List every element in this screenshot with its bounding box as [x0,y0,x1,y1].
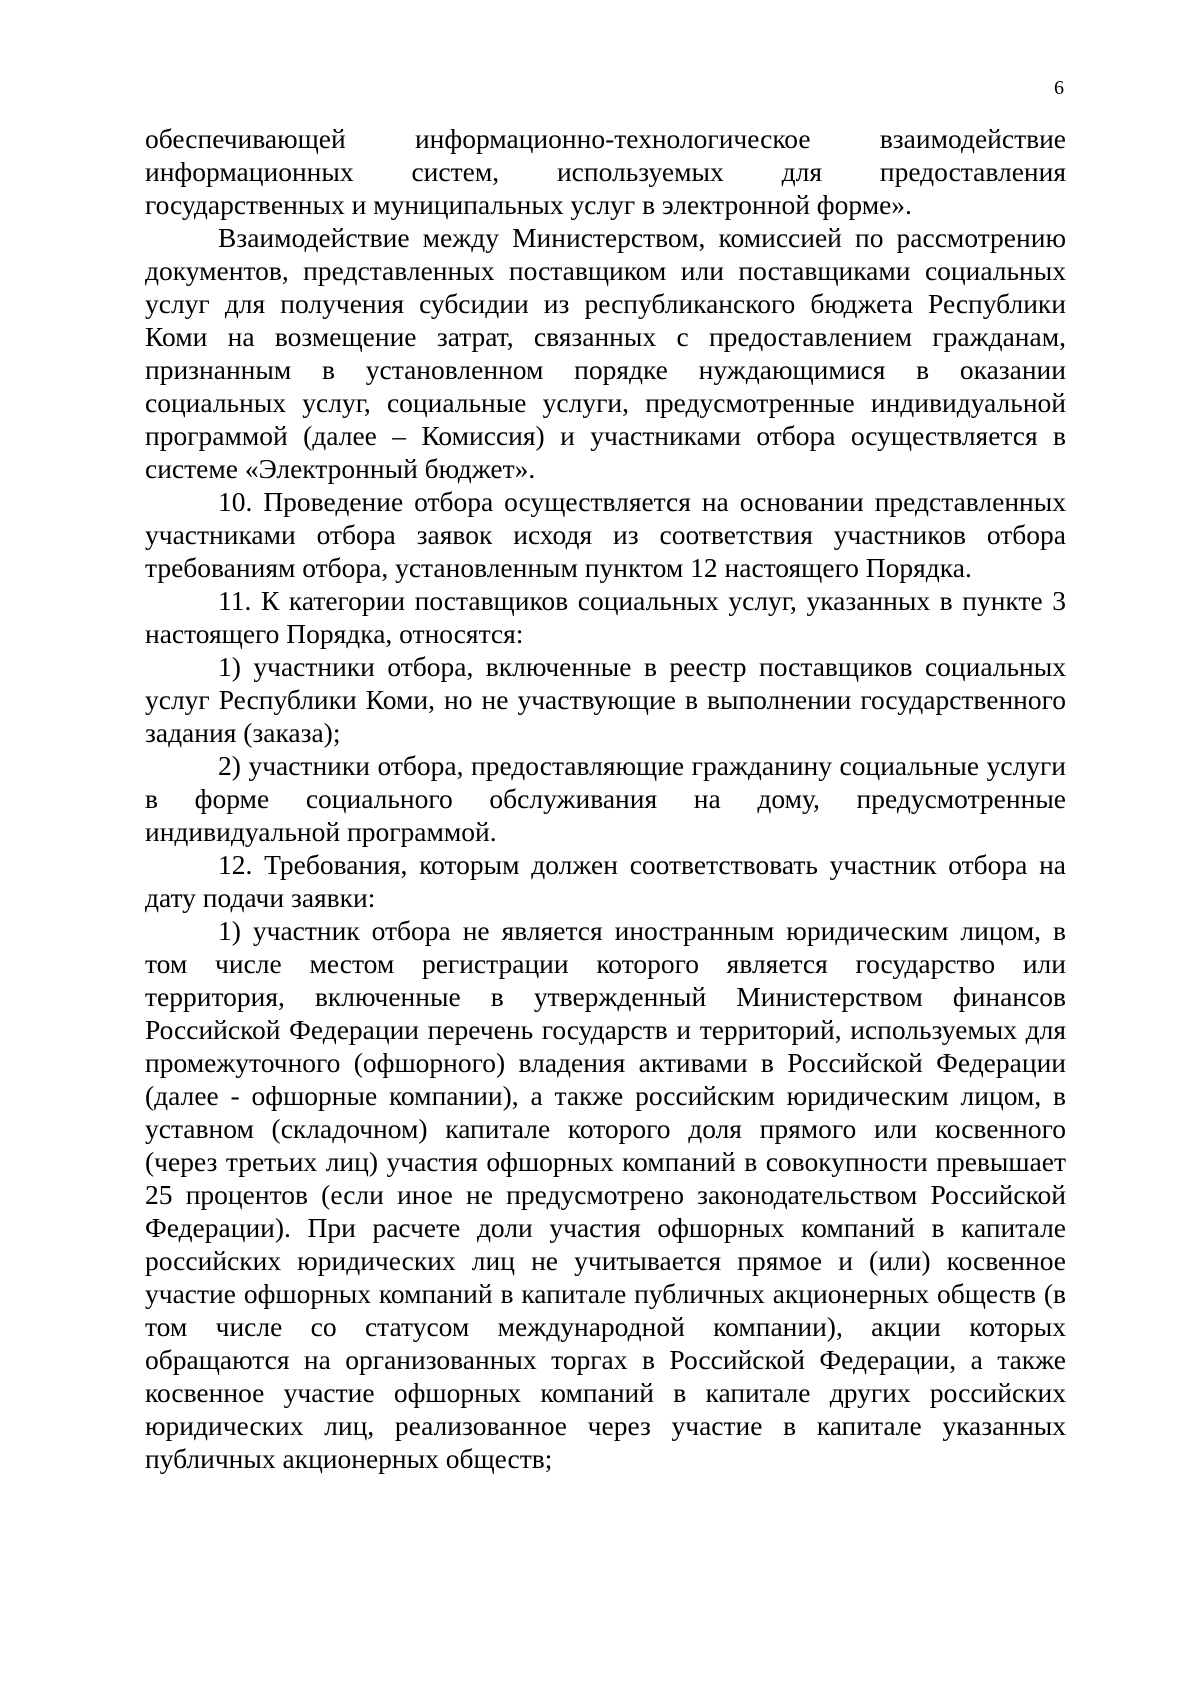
page-number: 6 [1054,77,1064,99]
paragraph-interaction: Взаимодействие между Министерством, комиссией по рассмотрению документов, представленных поставщиком или поставщиками социальных услуг для получения субсидии из республиканского бюджета Республики Коми на возмещение затрат, связанных с предоставлением гражданам, признанным в установленном порядке нуждающимися в оказании социальных услуг, социальные услуги, предусмотренные индивидуальной программой (далее – Комиссия) и участниками отбора осуществляется в системе «Электронный бюджет». [145,222,1066,484]
paragraph-12: 12. Требования, которым должен соответствовать участник отбора на дату подачи заявки: [145,849,1066,913]
paragraph-continuation: обеспечивающей информационно-технологическое взаимодействие информационных систем, используемых для предоставления государственных и муниципальных услуг в электронной форме». [145,123,1066,220]
paragraph-12-item-1: 1) участник отбора не является иностранным юридическим лицом, в том числе местом регистрации которого является государство или территория, включенные в утвержденный Министерством финансов Российской Федерации перечень государств и территорий, используемых для промежуточного (офшорного) владения активами в Российской Федерации (далее - офшорные компании), а также российским юридическим лицом, в уставном (складочном) капитале которого доля прямого или косвенного (через третьих лиц) участия офшорных компаний в совокупности превышает 25 процентов (если иное не предусмотрено законодательством Российской Федерации). При расчете доли участия офшорных компаний в капитале российских юридических лиц не учитывается прямое и (или) косвенное участие офшорных компаний в капитале публичных акционерных обществ (в том числе со статусом международной компании), акции которых обращаются на организованных торгах в Российской Федерации, а также косвенное участие офшорных компаний в капитале других российских юридических лиц, реализованное через участие в капитале указанных публичных акционерных обществ; [145,915,1066,1474]
paragraph-11-item-2: 2) участники отбора, предоставляющие гражданину социальные услуги в форме социального обслуживания на дому, предусмотренные индивидуальной программой. [145,750,1066,847]
paragraph-11-item-1: 1) участники отбора, включенные в реестр поставщиков социальных услуг Республики Коми, но не участвующие в выполнении государственного задания (заказа); [145,651,1066,748]
paragraph-11: 11. К категории поставщиков социальных услуг, указанных в пункте 3 настоящего Порядка, относятся: [145,585,1066,649]
paragraph-10: 10. Проведение отбора осуществляется на основании представленных участниками отбора заявок исходя из соответствия участников отбора требованиям отбора, установленным пунктом 12 настоящего Порядка. [145,486,1066,583]
document-body [145,122,1066,1475]
